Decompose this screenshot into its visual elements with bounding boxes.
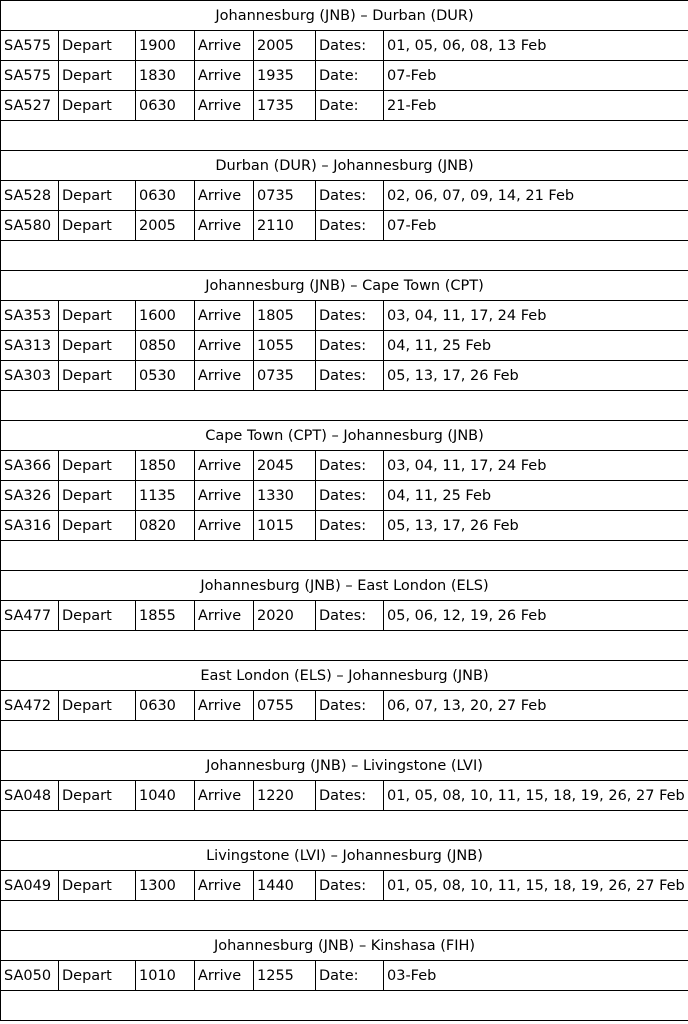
flight-number-cell: SA472 — [1, 691, 59, 721]
section-spacer-row — [1, 811, 688, 841]
section-spacer — [1, 631, 688, 661]
arrive-label-cell: Arrive — [195, 871, 254, 901]
flight-row — [1, 211, 688, 241]
arrive-label-cell: Arrive — [195, 301, 254, 331]
depart-label-cell: Depart — [59, 961, 136, 991]
route-header-row — [1, 421, 688, 451]
dates-cell: 06, 07, 13, 20, 27 Feb — [384, 691, 688, 721]
flight-number-cell: SA527 — [1, 91, 59, 121]
flight-row — [1, 601, 688, 631]
flight-row — [1, 301, 688, 331]
dates-label-cell: Dates: — [316, 211, 384, 241]
dates-label-cell: Date: — [316, 961, 384, 991]
section-spacer-row — [1, 991, 688, 1021]
arrive-time-cell: 1015 — [254, 511, 316, 541]
depart-time-cell: 0820 — [136, 511, 195, 541]
dates-cell: 04, 11, 25 Feb — [384, 331, 688, 361]
dates-cell: 03, 04, 11, 17, 24 Feb — [384, 451, 688, 481]
arrive-time-cell: 0735 — [254, 361, 316, 391]
arrive-label-cell: Arrive — [195, 331, 254, 361]
dates-cell: 05, 06, 12, 19, 26 Feb — [384, 601, 688, 631]
arrive-time-cell: 1805 — [254, 301, 316, 331]
route-title: East London (ELS) – Johannesburg (JNB) — [1, 661, 688, 691]
depart-label-cell: Depart — [59, 511, 136, 541]
arrive-label-cell: Arrive — [195, 781, 254, 811]
flight-row — [1, 961, 688, 991]
route-header-row — [1, 661, 688, 691]
depart-time-cell: 0850 — [136, 331, 195, 361]
section-spacer — [1, 901, 688, 931]
route-title: Johannesburg (JNB) – Kinshasa (FIH) — [1, 931, 688, 961]
route-header-row — [1, 271, 688, 301]
flight-row — [1, 871, 688, 901]
depart-label-cell: Depart — [59, 31, 136, 61]
dates-label-cell: Date: — [316, 91, 384, 121]
section-spacer — [1, 121, 688, 151]
depart-label-cell: Depart — [59, 301, 136, 331]
flight-row — [1, 61, 688, 91]
section-spacer-row — [1, 121, 688, 151]
depart-time-cell: 0630 — [136, 91, 195, 121]
flight-number-cell: SA048 — [1, 781, 59, 811]
arrive-label-cell: Arrive — [195, 451, 254, 481]
dates-cell: 03-Feb — [384, 961, 688, 991]
depart-label-cell: Depart — [59, 691, 136, 721]
flight-number-cell: SA316 — [1, 511, 59, 541]
section-spacer — [1, 391, 688, 421]
depart-time-cell: 0630 — [136, 691, 195, 721]
arrive-time-cell: 1255 — [254, 961, 316, 991]
route-title: Cape Town (CPT) – Johannesburg (JNB) — [1, 421, 688, 451]
arrive-time-cell: 1055 — [254, 331, 316, 361]
arrive-label-cell: Arrive — [195, 31, 254, 61]
section-spacer-row — [1, 901, 688, 931]
depart-label-cell: Depart — [59, 871, 136, 901]
dates-label-cell: Dates: — [316, 601, 384, 631]
route-title: Johannesburg (JNB) – Durban (DUR) — [1, 1, 688, 31]
depart-label-cell: Depart — [59, 331, 136, 361]
flight-row — [1, 481, 688, 511]
route-header-row — [1, 931, 688, 961]
depart-time-cell: 1040 — [136, 781, 195, 811]
arrive-label-cell: Arrive — [195, 91, 254, 121]
depart-label-cell: Depart — [59, 781, 136, 811]
arrive-label-cell: Arrive — [195, 361, 254, 391]
flight-row — [1, 31, 688, 61]
depart-label-cell: Depart — [59, 211, 136, 241]
route-title: Livingstone (LVI) – Johannesburg (JNB) — [1, 841, 688, 871]
flight-number-cell: SA050 — [1, 961, 59, 991]
arrive-label-cell: Arrive — [195, 961, 254, 991]
depart-time-cell: 2005 — [136, 211, 195, 241]
depart-time-cell: 1850 — [136, 451, 195, 481]
section-spacer-row — [1, 391, 688, 421]
dates-label-cell: Date: — [316, 61, 384, 91]
flight-number-cell: SA326 — [1, 481, 59, 511]
flight-row — [1, 331, 688, 361]
depart-label-cell: Depart — [59, 481, 136, 511]
arrive-time-cell: 1220 — [254, 781, 316, 811]
route-header-row — [1, 571, 688, 601]
route-title: Durban (DUR) – Johannesburg (JNB) — [1, 151, 688, 181]
arrive-time-cell: 1330 — [254, 481, 316, 511]
depart-time-cell: 1900 — [136, 31, 195, 61]
dates-cell: 04, 11, 25 Feb — [384, 481, 688, 511]
flight-number-cell: SA477 — [1, 601, 59, 631]
flight-row — [1, 181, 688, 211]
dates-label-cell: Dates: — [316, 871, 384, 901]
depart-time-cell: 1135 — [136, 481, 195, 511]
section-spacer — [1, 241, 688, 271]
depart-time-cell: 1600 — [136, 301, 195, 331]
depart-time-cell: 1010 — [136, 961, 195, 991]
flight-number-cell: SA366 — [1, 451, 59, 481]
section-spacer — [1, 811, 688, 841]
dates-label-cell: Dates: — [316, 361, 384, 391]
flight-number-cell: SA313 — [1, 331, 59, 361]
dates-label-cell: Dates: — [316, 181, 384, 211]
arrive-time-cell: 1440 — [254, 871, 316, 901]
flight-row — [1, 91, 688, 121]
dates-label-cell: Dates: — [316, 301, 384, 331]
section-spacer-row — [1, 541, 688, 571]
section-spacer — [1, 541, 688, 571]
arrive-time-cell: 2005 — [254, 31, 316, 61]
arrive-label-cell: Arrive — [195, 61, 254, 91]
route-header-row — [1, 751, 688, 781]
section-spacer-row — [1, 631, 688, 661]
dates-cell: 01, 05, 08, 10, 11, 15, 18, 19, 26, 27 Feb — [384, 781, 688, 811]
flight-row — [1, 451, 688, 481]
arrive-time-cell: 2045 — [254, 451, 316, 481]
arrive-label-cell: Arrive — [195, 481, 254, 511]
arrive-time-cell: 2110 — [254, 211, 316, 241]
arrive-label-cell: Arrive — [195, 601, 254, 631]
arrive-time-cell: 0735 — [254, 181, 316, 211]
depart-label-cell: Depart — [59, 361, 136, 391]
depart-time-cell: 1830 — [136, 61, 195, 91]
depart-label-cell: Depart — [59, 61, 136, 91]
route-title: Johannesburg (JNB) – Cape Town (CPT) — [1, 271, 688, 301]
dates-cell: 07-Feb — [384, 61, 688, 91]
dates-label-cell: Dates: — [316, 781, 384, 811]
dates-cell: 07-Feb — [384, 211, 688, 241]
flight-number-cell: SA049 — [1, 871, 59, 901]
depart-time-cell: 1300 — [136, 871, 195, 901]
flight-row — [1, 361, 688, 391]
depart-label-cell: Depart — [59, 601, 136, 631]
dates-label-cell: Dates: — [316, 691, 384, 721]
dates-label-cell: Dates: — [316, 451, 384, 481]
dates-label-cell: Dates: — [316, 511, 384, 541]
route-header-row — [1, 841, 688, 871]
arrive-label-cell: Arrive — [195, 181, 254, 211]
section-spacer-row — [1, 721, 688, 751]
depart-time-cell: 1855 — [136, 601, 195, 631]
flight-number-cell: SA575 — [1, 61, 59, 91]
route-header-row — [1, 1, 688, 31]
section-spacer-row — [1, 241, 688, 271]
flight-number-cell: SA353 — [1, 301, 59, 331]
arrive-time-cell: 0755 — [254, 691, 316, 721]
arrive-time-cell: 2020 — [254, 601, 316, 631]
flight-row — [1, 781, 688, 811]
dates-cell: 01, 05, 08, 10, 11, 15, 18, 19, 26, 27 Feb — [384, 871, 688, 901]
arrive-label-cell: Arrive — [195, 691, 254, 721]
dates-label-cell: Dates: — [316, 481, 384, 511]
dates-cell: 02, 06, 07, 09, 14, 21 Feb — [384, 181, 688, 211]
flight-number-cell: SA303 — [1, 361, 59, 391]
route-title: Johannesburg (JNB) – East London (ELS) — [1, 571, 688, 601]
arrive-label-cell: Arrive — [195, 511, 254, 541]
dates-cell: 21-Feb — [384, 91, 688, 121]
dates-cell: 05, 13, 17, 26 Feb — [384, 361, 688, 391]
depart-time-cell: 0530 — [136, 361, 195, 391]
flight-number-cell: SA575 — [1, 31, 59, 61]
section-spacer — [1, 991, 688, 1021]
depart-label-cell: Depart — [59, 91, 136, 121]
flight-row — [1, 691, 688, 721]
schedule-body — [1, 1, 688, 1021]
section-spacer — [1, 721, 688, 751]
dates-cell: 03, 04, 11, 17, 24 Feb — [384, 301, 688, 331]
flight-number-cell: SA580 — [1, 211, 59, 241]
dates-label-cell: Dates: — [316, 31, 384, 61]
depart-label-cell: Depart — [59, 451, 136, 481]
dates-label-cell: Dates: — [316, 331, 384, 361]
flight-number-cell: SA528 — [1, 181, 59, 211]
depart-label-cell: Depart — [59, 181, 136, 211]
dates-cell: 05, 13, 17, 26 Feb — [384, 511, 688, 541]
route-header-row — [1, 151, 688, 181]
arrive-time-cell: 1735 — [254, 91, 316, 121]
route-title: Johannesburg (JNB) – Livingstone (LVI) — [1, 751, 688, 781]
arrive-time-cell: 1935 — [254, 61, 316, 91]
flight-row — [1, 511, 688, 541]
arrive-label-cell: Arrive — [195, 211, 254, 241]
dates-cell: 01, 05, 06, 08, 13 Feb — [384, 31, 688, 61]
depart-time-cell: 0630 — [136, 181, 195, 211]
